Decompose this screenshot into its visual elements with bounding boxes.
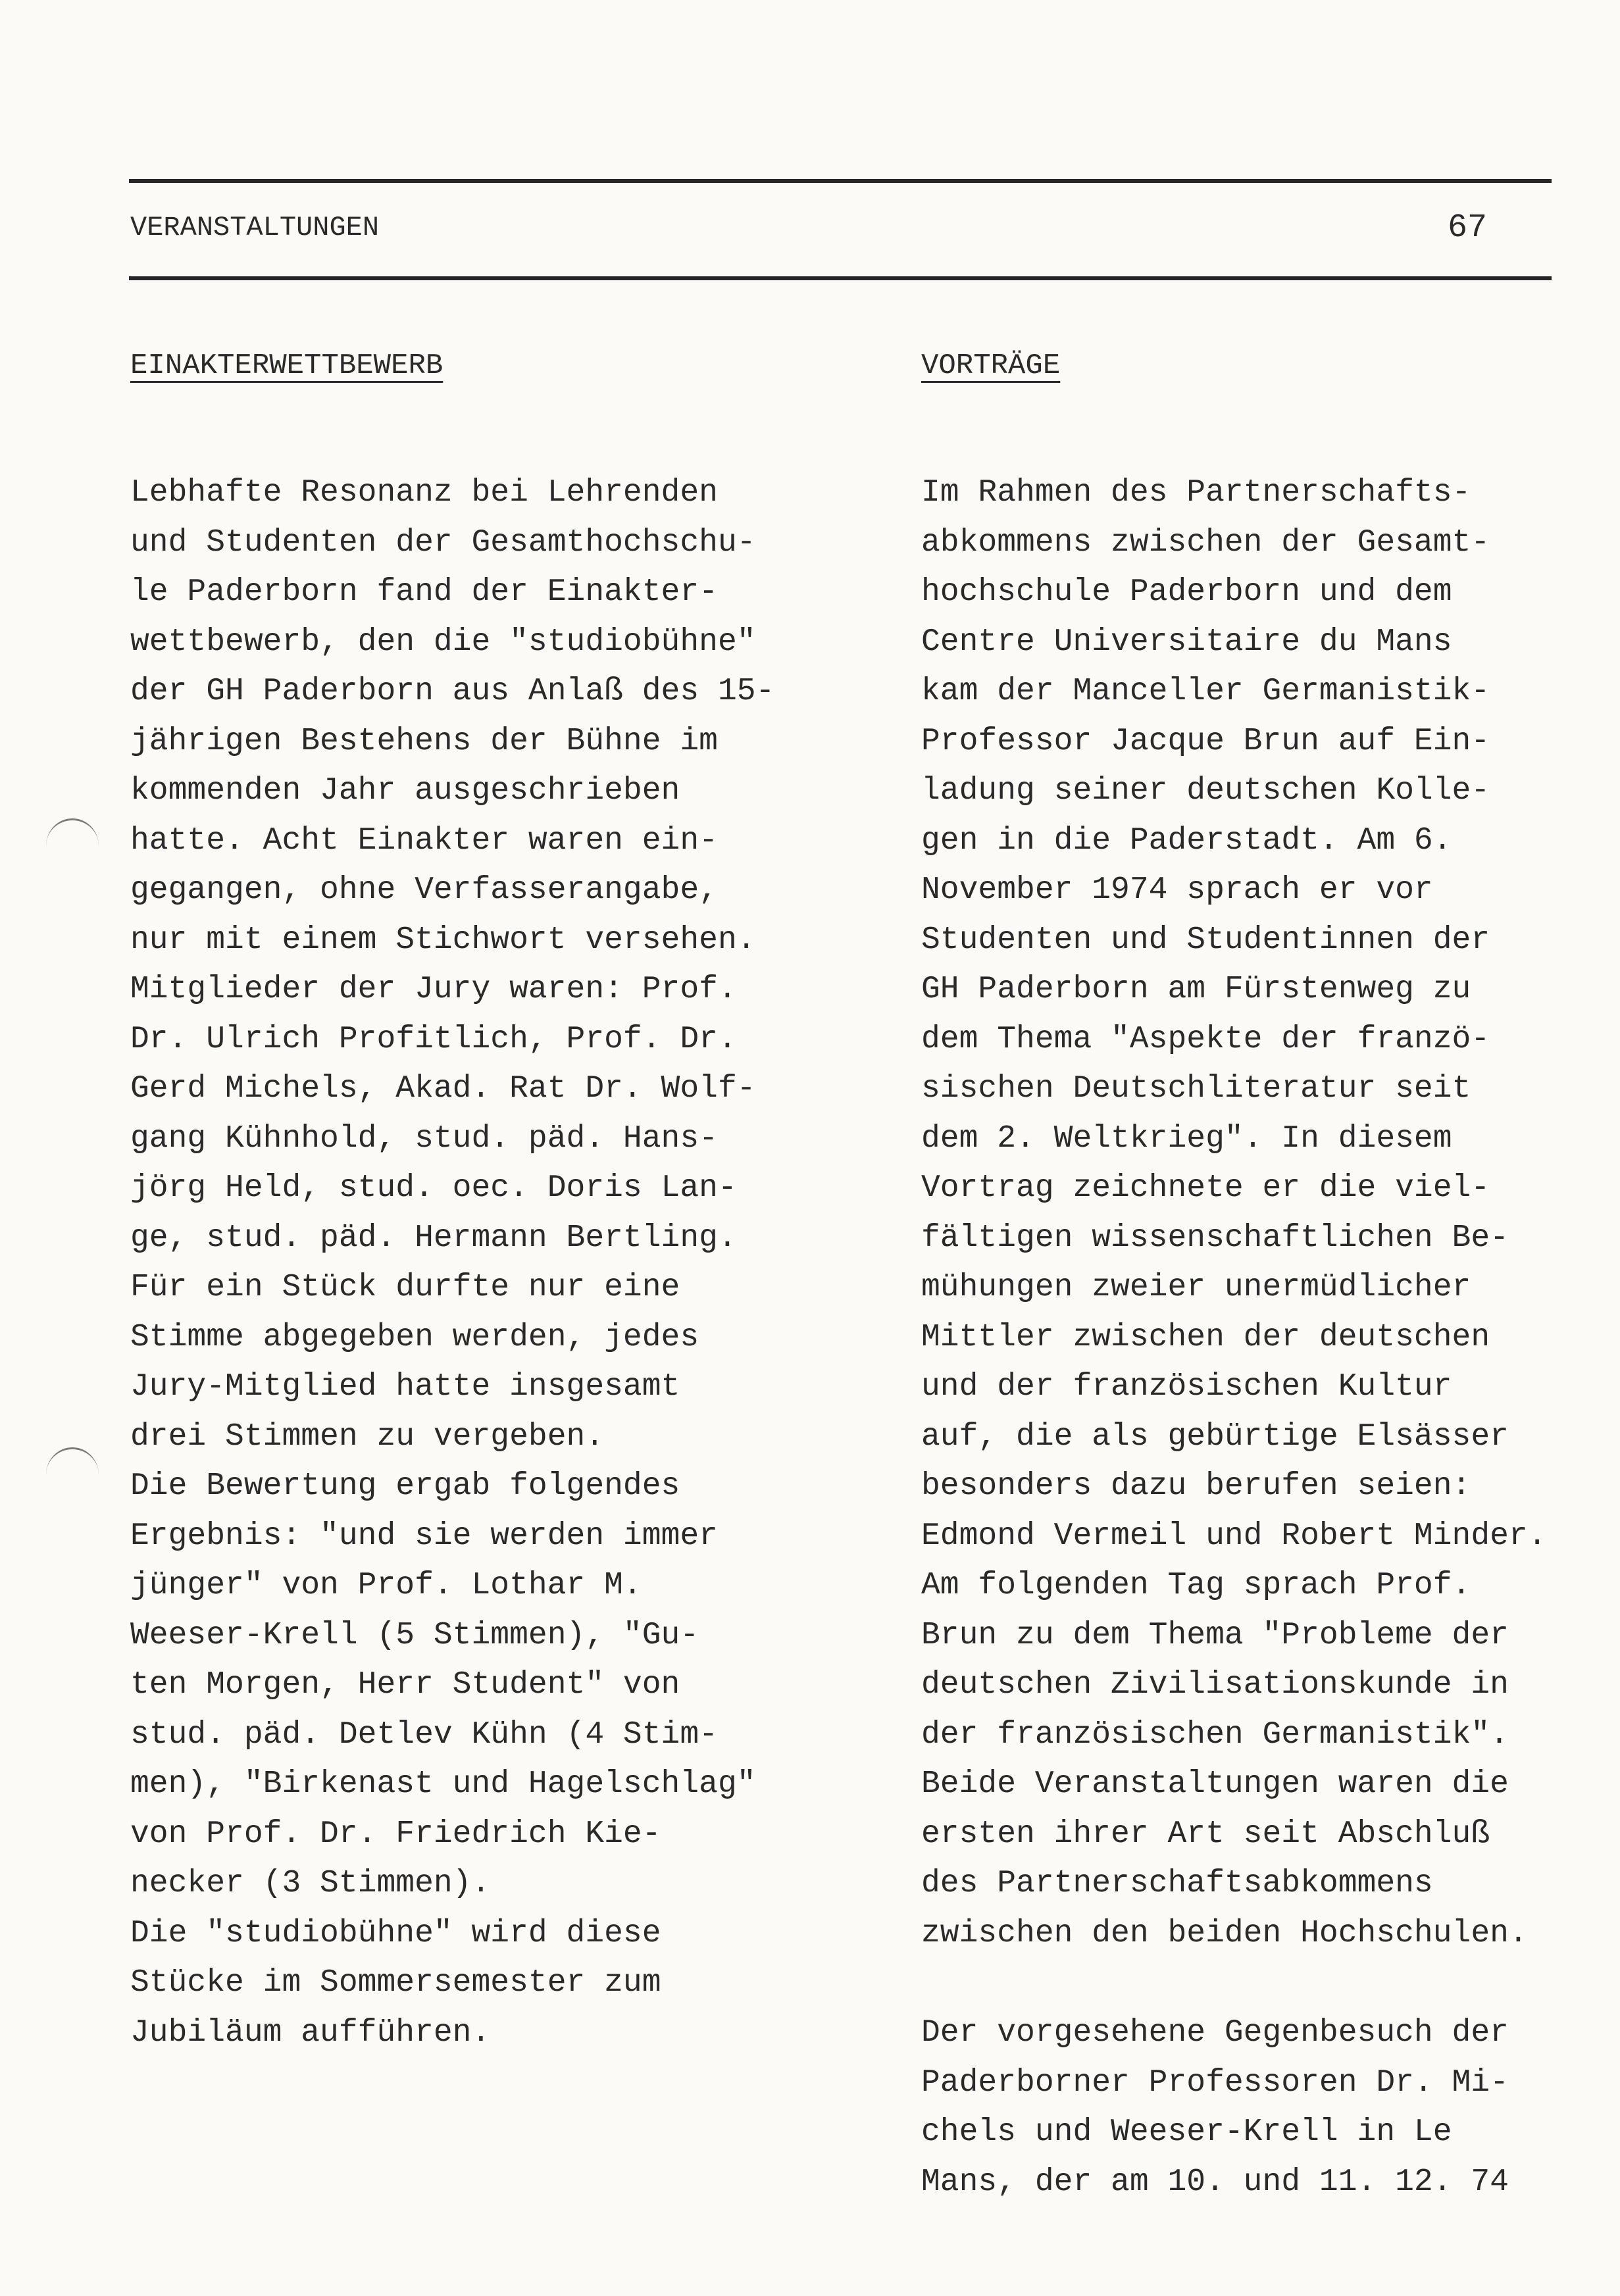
text-line: gang Kühnhold, stud. päd. Hans- (130, 1120, 718, 1157)
text-line: gegangen, ohne Verfasserangabe, (130, 872, 718, 908)
text-line: Professor Jacque Brun auf Ein- (921, 723, 1490, 759)
text-line: Stimme abgegeben werden, jedes (130, 1319, 699, 1355)
page-number: 67 (1448, 209, 1488, 247)
text-line: ladung seiner deutschen Kolle- (921, 773, 1490, 809)
text-line: Ergebnis: "und sie werden immer (130, 1518, 718, 1554)
text-line: fältigen wissenschaftlichen Be- (921, 1220, 1509, 1256)
text-line: GH Paderborn am Fürstenweg zu (921, 972, 1471, 1007)
text-line: wettbewerb, den die "studiobühne" (130, 624, 756, 660)
section-heading-einakterwettbewerb: EINAKTERWETTBEWERB (130, 349, 443, 382)
text-line: und der französischen Kultur (921, 1369, 1452, 1405)
einakter-paragraph (130, 468, 774, 2058)
text-line: der GH Paderborn aus Anlaß des 15- (130, 674, 775, 709)
text-line: besonders dazu berufen seien: (921, 1468, 1471, 1504)
section-heading-vortraege: VORTRÄGE (921, 349, 1061, 382)
text-line: von Prof. Dr. Friedrich Kie- (130, 1816, 661, 1852)
text-line: Die "studiobühne" wird diese (130, 1915, 661, 1951)
gegenbesuch-paragraph (921, 2009, 1547, 2207)
right-column (921, 346, 1547, 2207)
text-line: gen in die Paderstadt. Am 6. (921, 822, 1452, 859)
vortraege-paragraph (921, 468, 1547, 1959)
text-line: Vortrag zeichnete er die viel- (921, 1170, 1490, 1206)
left-column (130, 346, 774, 2058)
text-line: hatte. Acht Einakter waren ein- (130, 822, 718, 859)
text-line: deutschen Zivilisationskunde in (921, 1667, 1509, 1703)
punch-hole-mark (46, 1447, 99, 1502)
text-line: abkommens zwischen der Gesamt- (921, 524, 1490, 561)
text-line: dem 2. Weltkrieg". In diesem (921, 1120, 1452, 1157)
text-line: Für ein Stück durfte nur eine (130, 1270, 680, 1305)
header-rule-bottom (129, 276, 1552, 280)
text-line: November 1974 sprach er vor (921, 872, 1433, 908)
text-line: necker (3 Stimmen). (130, 1866, 491, 1901)
text-line: Lebhafte Resonanz bei Lehrenden (130, 475, 718, 511)
text-line: Weeser-Krell (5 Stimmen), "Gu- (130, 1617, 699, 1653)
text-line: Die Bewertung ergab folgendes (130, 1468, 680, 1504)
text-line: kommenden Jahr ausgeschrieben (130, 773, 680, 809)
text-line: drei Stimmen zu vergeben. (130, 1418, 605, 1455)
text-line: Der vorgesehene Gegenbesuch der (921, 2015, 1509, 2051)
text-line: und Studenten der Gesamthochschu- (130, 524, 756, 561)
text-line: stud. päd. Detlev Kühn (4 Stim- (130, 1716, 718, 1753)
text-line: Mans, der am 10. und 11. 12. 74 (921, 2164, 1509, 2200)
text-line: Dr. Ulrich Profitlich, Prof. Dr. (130, 1021, 737, 1057)
text-line: Mitglieder der Jury waren: Prof. (130, 972, 737, 1007)
text-line: ge, stud. päd. Hermann Bertling. (130, 1220, 737, 1256)
text-line: hochschule Paderborn und dem (921, 574, 1452, 610)
text-line: kam der Manceller Germanistik- (921, 674, 1490, 709)
text-line: Gerd Michels, Akad. Rat Dr. Wolf- (130, 1071, 756, 1107)
text-line: Beide Veranstaltungen waren die (921, 1766, 1509, 1802)
punch-hole-mark (46, 818, 99, 873)
text-line: zwischen den beiden Hochschulen. (921, 1915, 1528, 1951)
text-line: men), "Birkenast und Hagelschlag" (130, 1766, 756, 1802)
text-line: ten Morgen, Herr Student" von (130, 1667, 680, 1703)
running-header-title: VERANSTALTUNGEN (130, 212, 380, 243)
text-line: Jubiläum aufführen. (130, 2014, 491, 2051)
text-line: Brun zu dem Thema "Probleme der (921, 1617, 1509, 1653)
text-line: Paderborner Professoren Dr. Mi- (921, 2064, 1509, 2101)
text-line: des Partnerschaftsabkommens (921, 1866, 1433, 1901)
text-line: chels und Weeser-Krell in Le (921, 2114, 1452, 2150)
text-line: nur mit einem Stichwort versehen. (130, 922, 756, 958)
text-line: Jury-Mitglied hatte insgesamt (130, 1369, 680, 1405)
text-line: jörg Held, stud. oec. Doris Lan- (130, 1170, 737, 1206)
text-line: sischen Deutschliteratur seit (921, 1071, 1471, 1107)
text-line: auf, die als gebürtige Elsässer (921, 1418, 1509, 1455)
text-line: der französischen Germanistik". (921, 1716, 1509, 1753)
text-line: dem Thema "Aspekte der franzö- (921, 1021, 1490, 1057)
text-line: jährigen Bestehens der Bühne im (130, 723, 718, 759)
text-line: Studenten und Studentinnen der (921, 922, 1490, 958)
header-rule-top (129, 179, 1552, 183)
text-line: le Paderborn fand der Einakter- (130, 574, 718, 610)
text-line: ersten ihrer Art seit Abschluß (921, 1816, 1490, 1852)
text-line: Edmond Vermeil und Robert Minder. (921, 1518, 1547, 1554)
text-line: Am folgenden Tag sprach Prof. (921, 1568, 1471, 1603)
text-line: jünger" von Prof. Lothar M. (130, 1568, 642, 1603)
text-line: Im Rahmen des Partnerschafts- (921, 475, 1471, 511)
text-line: Stücke im Sommersemester zum (130, 1965, 661, 2001)
text-line: mühungen zweier unermüdlicher (921, 1270, 1471, 1305)
text-line: Mittler zwischen der deutschen (921, 1319, 1490, 1355)
text-line: Centre Universitaire du Mans (921, 624, 1452, 660)
